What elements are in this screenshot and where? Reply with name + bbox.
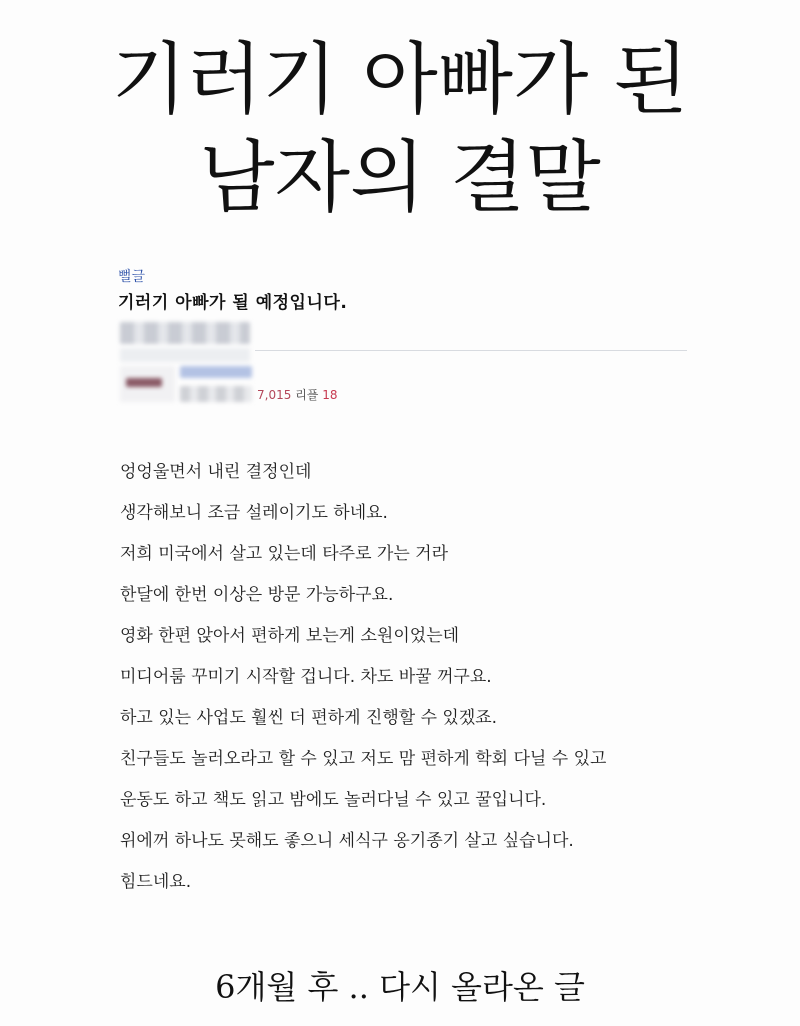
view-count: 7,015 [257,388,292,402]
post-body [120,462,720,913]
body-line: 친구들도 놀러오라고 할 수 있고 저도 맘 편하게 학회 다닐 수 있고 [120,749,607,769]
reply-label: 리플 [295,388,319,402]
reply-count: 18 [322,388,338,402]
body-line: 힘드네요. [120,872,192,892]
blurred-author-meta [120,348,250,362]
blurred-avatar-badge [126,378,162,387]
footer-caption: 6개월 후 .. 다시 올라온 글 [215,968,585,1006]
blurred-nickname [180,366,252,378]
body-line: 하고 있는 사업도 훨씬 더 편하게 진행할 수 있겠죠. [120,708,498,728]
body-line: 위에꺼 하나도 못해도 좋으니 세식구 옹기종기 살고 싶습니다. [120,831,574,851]
divider [255,350,687,351]
body-line: 한달에 한번 이상은 방문 가능하구요. [120,585,394,605]
headline-line-2: 남자의 결말 [199,133,601,223]
body-line: 저희 미국에서 살고 있는데 타주로 가는 거라 [120,544,449,564]
body-line: 영화 한편 앉아서 편하게 보는게 소원이었는데 [120,626,460,646]
headline-line-1: 기러기 아빠가 된 [111,35,689,125]
blurred-author-info [120,322,250,344]
body-line: 운동도 하고 책도 읽고 밤에도 놀러다닐 수 있고 꿀입니다. [120,790,547,810]
post-card [118,268,688,314]
board-name-link[interactable]: 뻘글 [118,269,146,285]
blurred-date [180,386,252,402]
post-title: 기러기 아빠가 될 예정입니다. [118,293,348,313]
body-line: 엉엉울면서 내린 결정인데 [120,462,312,482]
body-line: 생각해보니 조금 설레이기도 하네요. [120,503,388,523]
post-stats [257,388,337,402]
body-line: 미디어룸 꾸미기 시작할 겁니다. 차도 바꿀 꺼구요. [120,667,492,687]
